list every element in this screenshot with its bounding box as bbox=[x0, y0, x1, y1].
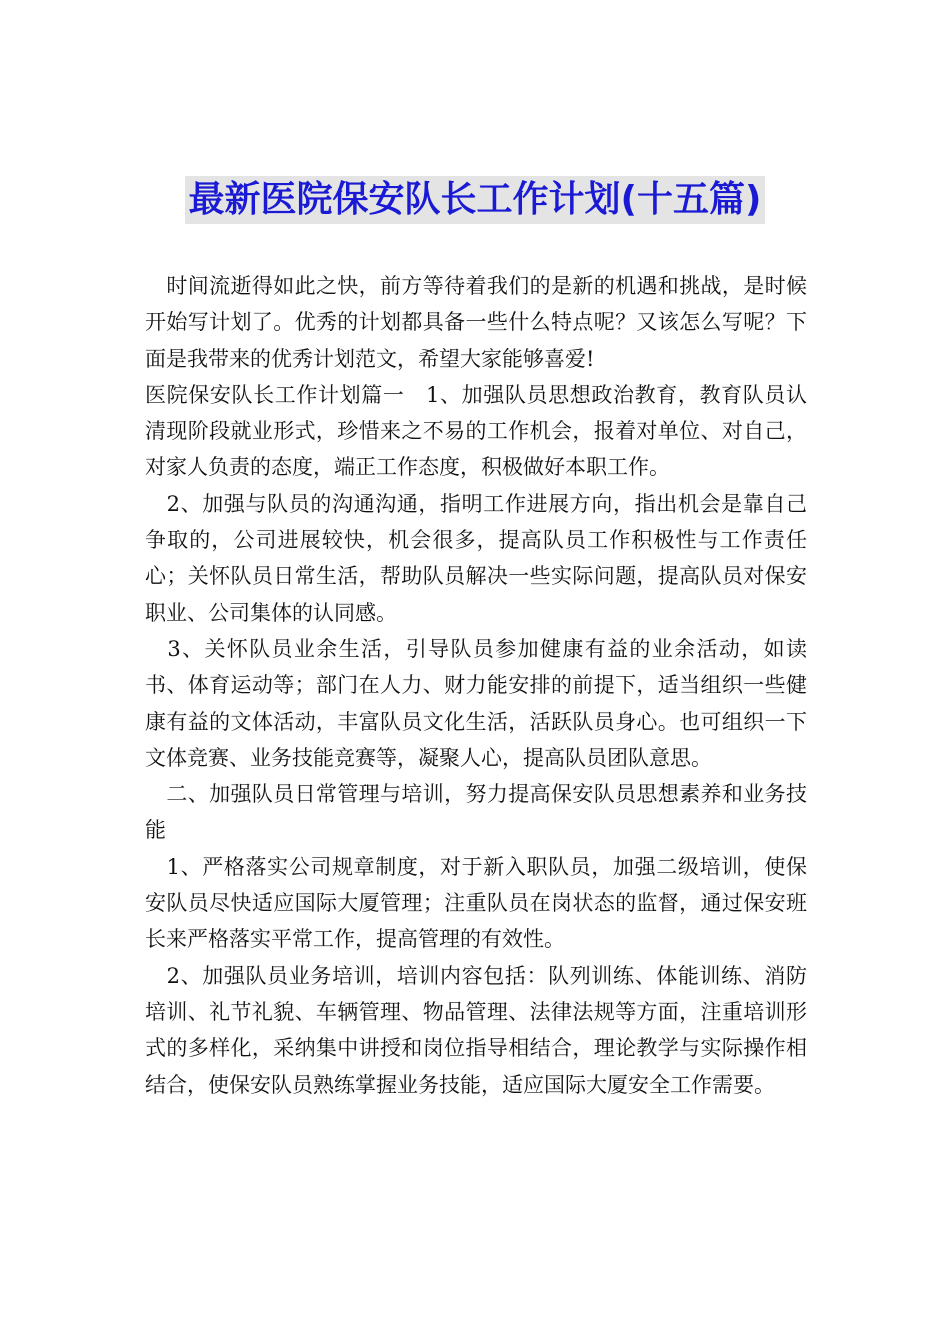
document-body bbox=[145, 268, 807, 1103]
paragraph-item-2: 2、加强与队员的沟通沟通，指明工作进展方向，指出机会是靠自己争取的，公司进展较快，机会很多，提高队员工作积极性与工作责任心；关怀队员日常生活，帮助队员解决一些实际问题，提高队员对保安职业、公司集体的认同感。 bbox=[145, 491, 807, 625]
paragraph-heading-2: 二、加强队员日常管理与培训，努力提高保安队员思想素养和业务技能 bbox=[145, 782, 807, 843]
paragraph-item-2-1: 1、严格落实公司规章制度，对于新入职队员，加强二级培训，使保安队员尽快适应国际大厦管理；注重队员在岗状态的监督，通过保安班长来严格落实平常工作，提高管理的有效性。 bbox=[145, 854, 807, 952]
paragraph-section-1: 医院保安队长工作计划篇一 1、加强队员思想政治教育，教育队员认清现阶段就业形式，珍惜来之不易的工作机会，报着对单位、对自己，对家人负责的态度，端正工作态度，积极做好本职工作。 bbox=[145, 382, 807, 480]
paragraph-item-2-2: 2、加强队员业务培训，培训内容包括：队列训练、体能训练、消防培训、礼节礼貌、车辆管理、物品管理、法律法规等方面，注重培训形式的多样化，采纳集中讲授和岗位指导相结合，理论教学与实际操作相结合，使保安队员熟练掌握业务技能，适应国际大厦安全工作需要。 bbox=[145, 963, 807, 1097]
title-container bbox=[0, 176, 950, 224]
paragraph-intro: 时间流逝得如此之快，前方等待着我们的是新的机遇和挑战，是时候开始写计划了。优秀的计划都具备一些什么特点呢？又该怎么写呢？下面是我带来的优秀计划范文，希望大家能够喜爱! bbox=[145, 274, 807, 371]
paragraph-item-3: 3、关怀队员业余生活，引导队员参加健康有益的业余活动，如读书、体育运动等；部门在人力、财力能安排的前提下，适当组织一些健康有益的文体活动，丰富队员文化生活，活跃队员身心。也可组织一下文体竞赛、业务技能竞赛等，凝聚人心，提高队员团队意思。 bbox=[145, 636, 807, 770]
document-title: 最新医院保安队长工作计划(十五篇) bbox=[185, 176, 766, 224]
